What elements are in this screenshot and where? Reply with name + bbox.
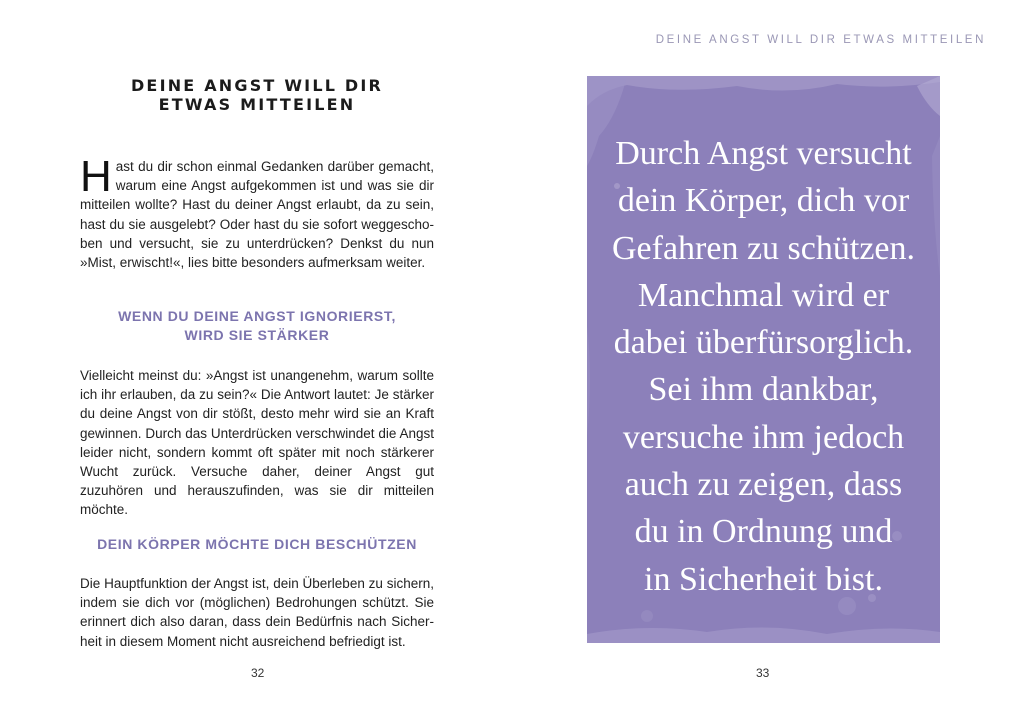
quote-line-5: dabei überfürsorglich. bbox=[613, 324, 914, 362]
chapter-title-line-1: DEINE ANGST WILL DIR bbox=[130, 76, 384, 95]
quote-line-6: Sei ihm dankbar, bbox=[648, 371, 879, 409]
section-heading-ignore bbox=[80, 307, 434, 345]
page-number-right: 33 bbox=[756, 666, 770, 680]
quote-line-7: versuche ihm jedoch bbox=[622, 418, 905, 456]
quote-line-1: Durch Angst versucht bbox=[615, 135, 912, 172]
intro-paragraph bbox=[80, 152, 434, 272]
quote-line-2: dein Körper, dich vor bbox=[617, 182, 910, 220]
section-paragraph-body: Die Hauptfunktion der Angst ist, dein Überleben zu sichern, indem sie dich vor (möglichen) Bedrohungen schützt. Sie erinnert dich also daran, dass dein Bedürfnis nach Sicherheit in diesem Moment nicht ausreichend befriedigt ist. bbox=[80, 576, 434, 649]
page-number-left: 32 bbox=[251, 666, 265, 680]
right-page bbox=[510, 0, 1020, 721]
quote-line-4: Manchmal wird er bbox=[637, 276, 890, 314]
chapter-title bbox=[80, 76, 434, 114]
section-paragraph-ignore: Vielleicht meinst du: »Angst ist unangenehm, warum sollte ich ihr erlauben, da zu sein?« Die Antwort lautet: Je stärker du deine Angst von dir stößt, desto mehr wird sie an Kraft gewinnen. Durch das Unterdrücken verschwindet die Angst leider nicht, sondern kommt oft später mit noch stärkerer Wucht zurück. Versuche daher, deiner Angst gut zuzuhören und herauszufinden, was sie dir mitteilen möchte. bbox=[80, 368, 434, 518]
section-heading-line-1: WENN DU DEINE ANGST IGNORIERST, bbox=[118, 308, 396, 324]
quote-line-3: Gefahren zu schützen. bbox=[611, 229, 915, 267]
chapter-title-line-2: ETWAS MITTEILEN bbox=[158, 95, 356, 114]
section-heading-line-2: WIRD SIE STÄRKER bbox=[184, 327, 330, 343]
intro-text: ast du dir schon einmal Gedanken darüber gemacht, warum eine Angst aufgekommen ist und was sie dir mitteilen wollte? Hast du deiner Angst erlaubt, da zu sein, hast du sie ausgelebt? Oder hast du sie sofort weggeschoben und versucht, sie zu unterdrücken? Denkst du nun »Mist, erwischt!«, lies bitte besonders aufmerksam weiter. bbox=[80, 159, 434, 271]
section-heading-body: DEIN KÖRPER MÖCHTE DICH BESCHÜTZEN bbox=[97, 536, 417, 552]
drop-cap: H bbox=[80, 152, 112, 201]
quote-text bbox=[587, 130, 940, 603]
quote-line-10: in Sicherheit bist. bbox=[644, 560, 883, 598]
quote-box bbox=[587, 76, 940, 643]
quote-line-8: auch zu zeigen, dass bbox=[624, 466, 903, 504]
quote-line-9: du in Ordnung und bbox=[634, 513, 893, 551]
running-head: DEINE ANGST WILL DIR ETWAS MITTEILEN bbox=[655, 34, 986, 46]
